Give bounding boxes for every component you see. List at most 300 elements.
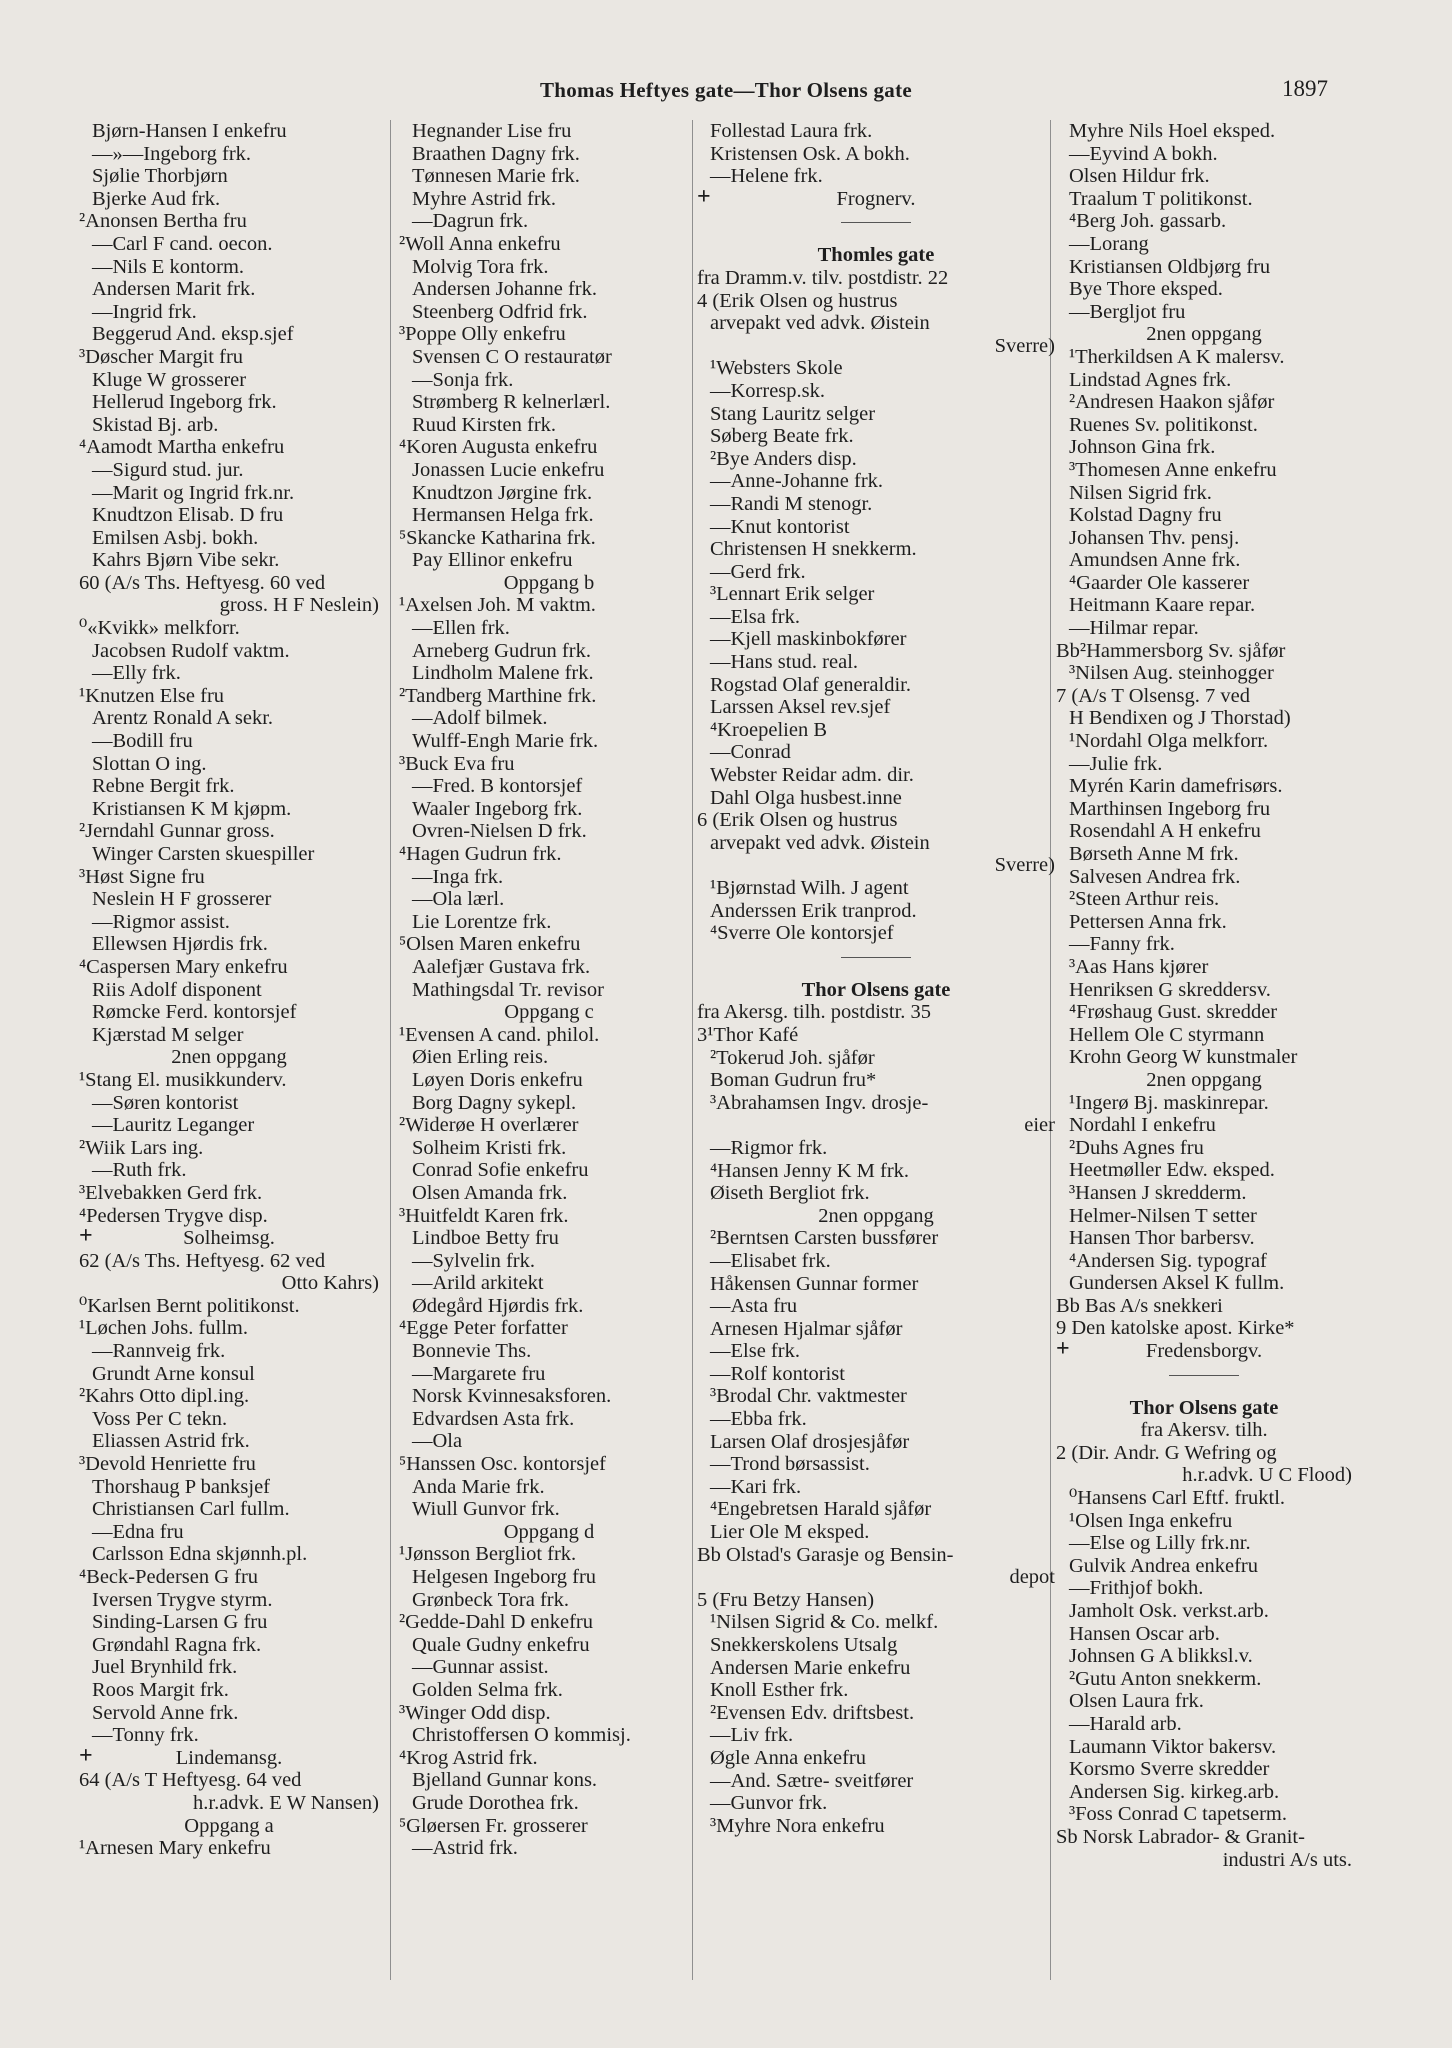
directory-entry: Børseth Anne M frk.	[1069, 843, 1239, 865]
entry-continuation: Sverre)	[994, 854, 1055, 877]
directory-entry: —Elsa frk.	[710, 605, 800, 628]
directory-entry: Sjølie Thorbjørn	[92, 165, 228, 188]
section-rule	[841, 957, 911, 959]
directory-entry: Kristiansen K M kjøpm.	[92, 797, 292, 820]
directory-entry: ³Winger Odd disp.	[399, 1701, 551, 1724]
directory-entry: ³Høst Signe fru	[79, 865, 205, 888]
directory-entry: ²Bye Anders disp.	[710, 447, 857, 470]
directory-entry: —Dagrun frk.	[412, 210, 529, 233]
directory-entry: Christoffersen O kommisj.	[412, 1724, 631, 1747]
directory-entry: Salvesen Andrea frk.	[1069, 865, 1241, 888]
directory-entry: —Frithjof bokh.	[1069, 1577, 1204, 1600]
directory-entry: Knudtzon Jørgine frk.	[412, 481, 593, 504]
directory-entry: Webster Reidar adm. dir.	[710, 764, 914, 787]
directory-entry: —Elisabet frk.	[710, 1249, 831, 1272]
directory-entry: Rømcke Ferd. kontorsjef	[92, 1001, 297, 1024]
directory-entry: Nilsen Sigrid frk.	[1069, 481, 1212, 504]
directory-entry: Ruud Kirsten frk.	[412, 413, 557, 436]
directory-entry: ¹Evensen A cand. philol.	[399, 1023, 600, 1046]
directory-entry: Edvardsen Asta frk.	[412, 1407, 575, 1430]
stairway-heading: Oppgang c	[504, 1001, 594, 1024]
directory-entry: Quale Gudny enkefru	[412, 1633, 590, 1656]
building-number-entry: 64 (A/s T Heftyesg. 64 ved	[79, 1769, 302, 1792]
directory-entry: Amundsen Anne frk.	[1069, 549, 1241, 572]
directory-entry: Rogstad Olaf generaldir.	[710, 673, 911, 696]
directory-entry: ⁴Frøshaug Gust. skredder	[1069, 1001, 1278, 1024]
directory-entry: Øgle Anna enkefru	[710, 1746, 866, 1769]
directory-entry: ²Steen Arthur reis.	[1069, 888, 1220, 911]
directory-entry: Traalum T politikonst.	[1069, 187, 1253, 210]
cross-street-name: Solheimsg.	[183, 1227, 275, 1250]
directory-entry: —Adolf bilmek.	[412, 707, 548, 730]
directory-entry: —Ruth frk.	[92, 1159, 187, 1182]
directory-entry: Wiull Gunvor frk.	[412, 1498, 560, 1521]
directory-entry: ³Thomesen Anne enkefru	[1069, 458, 1277, 481]
directory-entry: arvepakt ved advk. Øistein	[710, 831, 930, 854]
building-number-entry: 2 (Dir. Andr. G Wefring og	[1056, 1441, 1277, 1464]
directory-entry: Grude Dorothea frk.	[412, 1791, 579, 1814]
directory-entry: —Nils E kontorm.	[92, 255, 245, 278]
stairway-heading: 2nen oppgang	[171, 1046, 287, 1069]
directory-entry: ⁴Andersen Sig. typograf	[1069, 1249, 1267, 1272]
building-number-entry: 7 (A/s T Olsensg. 7 ved	[1056, 684, 1250, 707]
directory-entry: ²Duhs Agnes fru	[1069, 1136, 1204, 1159]
directory-entry: Kolstad Dagny fru	[1069, 504, 1222, 527]
directory-entry: Helmer-Nilsen T setter	[1069, 1204, 1257, 1227]
directory-entry: Aalefjær Gustava frk.	[412, 955, 591, 978]
directory-entry: Kluge W grosserer	[92, 368, 247, 391]
directory-entry: ¹Nilsen Sigrid & Co. melkf.	[710, 1611, 939, 1634]
directory-entry: Waaler Ingeborg frk.	[412, 797, 583, 820]
directory-entry: Grønbeck Tora frk.	[412, 1588, 570, 1611]
directory-entry: ²Gutu Anton snekkerm.	[1069, 1667, 1262, 1690]
heading-spacer	[697, 234, 1055, 244]
directory-entry: ²Berntsen Carsten bussfører	[710, 1227, 939, 1250]
directory-entry: Roos Margit frk.	[92, 1678, 229, 1701]
directory-entry: —Hans stud. real.	[710, 651, 859, 674]
directory-entry: ²Woll Anna enkefru	[399, 232, 561, 255]
directory-entry: Bb²Hammersborg Sv. sjåfør	[1056, 639, 1286, 662]
directory-entry: Thorshaug P banksjef	[92, 1475, 271, 1498]
directory-entry: Mathingsdal Tr. revisor	[412, 978, 604, 1001]
directory-entry: Helgesen Ingeborg fru	[412, 1566, 597, 1588]
directory-entry: ¹Arnesen Mary enkefru	[79, 1837, 271, 1860]
directory-entry: —Liv frk.	[710, 1724, 794, 1747]
directory-entry: —Julie frk.	[1069, 752, 1163, 775]
directory-entry: ¹Knutzen Else fru	[79, 684, 225, 707]
directory-entry: ³Huitfeldt Karen frk.	[399, 1204, 569, 1227]
directory-entry: ⁴Kroepelien B	[710, 718, 828, 741]
directory-entry: Voss Per C tekn.	[92, 1407, 228, 1430]
directory-entry: Olsen Hildur frk.	[1069, 165, 1210, 188]
directory-entry: —Hilmar repar.	[1069, 617, 1199, 640]
street-heading: Thor Olsens gate	[801, 978, 951, 1001]
entry-continuation: Sverre)	[994, 334, 1055, 357]
directory-entry: ⁴Aamodt Martha enkefru	[79, 436, 285, 459]
directory-entry: Hellem Ole C styrmann	[1069, 1023, 1265, 1046]
directory-entry: Rosendahl A H enkefru	[1069, 820, 1261, 843]
directory-entry: ⁴Hansen Jenny K M frk.	[710, 1159, 910, 1182]
directory-entry: Norsk Kvinnesaksforen.	[412, 1385, 612, 1408]
directory-entry: ¹Websters Skole	[710, 357, 843, 380]
directory-entry: Carlsson Edna skjønnh.pl.	[92, 1543, 308, 1566]
directory-entry: ⁵Olsen Maren enkefru	[399, 933, 581, 956]
entry-continuation: eier	[1024, 1114, 1055, 1137]
directory-entry: Kahrs Bjørn Vibe sekr.	[92, 549, 280, 572]
directory-entry: ⁴Koren Augusta enkefru	[399, 436, 598, 459]
directory-entry: Bb Olstad's Garasje og Bensin-	[697, 1543, 954, 1566]
directory-entry: —Sylvelin frk.	[412, 1249, 535, 1272]
directory-entry: Grøndahl Ragna frk.	[92, 1633, 262, 1656]
building-number-entry: 5 (Fru Betzy Hansen)	[697, 1588, 875, 1611]
directory-entry: ¹Therkildsen A K malersv.	[1069, 345, 1285, 368]
directory-entry: —Gerd frk.	[710, 560, 806, 583]
directory-entry: Solheim Kristi frk.	[412, 1136, 567, 1159]
crossing-marker-icon: +	[79, 1742, 93, 1769]
stairway-heading: Oppgang a	[184, 1814, 274, 1837]
stairway-heading: Oppgang b	[503, 571, 595, 594]
directory-entry: ⁴Caspersen Mary enkefru	[79, 955, 288, 978]
crossing-marker-icon: +	[1056, 1336, 1070, 1363]
directory-entry: Snekkerskolens Utsalg	[710, 1634, 898, 1656]
directory-entry: Borg Dagny sykepl.	[412, 1091, 577, 1114]
directory-entry: Molvig Tora frk.	[412, 255, 549, 278]
directory-entry: —Trond børsassist.	[710, 1453, 870, 1476]
directory-entry: Johansen Thv. pensj.	[1069, 526, 1240, 549]
entry-continuation: h.r.advk. E W Nansen)	[193, 1791, 379, 1814]
directory-entry: Ellewsen Hjørdis frk.	[92, 933, 268, 956]
directory-entry: —Knut kontorist	[710, 515, 850, 538]
directory-entry: —Astrid frk.	[412, 1837, 518, 1860]
directory-entry: Anda Marie frk.	[412, 1475, 545, 1498]
cross-street	[697, 183, 1055, 211]
entry-continuation: gross. H F Neslein)	[219, 594, 379, 617]
directory-entry: Øiseth Bergliot frk.	[710, 1182, 870, 1205]
directory-column-1	[79, 120, 379, 1860]
directory-entry: ¹Bjørnstad Wilh. J agent	[710, 877, 909, 899]
directory-entry: Pay Ellinor enkefru	[412, 549, 573, 572]
directory-entry: Conrad Sofie enkefru	[412, 1159, 589, 1182]
directory-entry: —Sigurd stud. jur.	[92, 458, 244, 481]
directory-entry: —Fred. B kontorsjef	[412, 775, 583, 798]
directory-entry: Iversen Trygve styrm.	[92, 1588, 273, 1611]
directory-entry: —Harald arb.	[1069, 1712, 1182, 1735]
directory-entry: Follestad Laura frk.	[710, 120, 873, 142]
directory-entry: Arentz Ronald A sekr.	[92, 707, 274, 730]
directory-entry: —Ola	[412, 1430, 463, 1453]
directory-entry: ²Wiik Lars ing.	[79, 1136, 204, 1159]
directory-entry: Korsmo Sverre skredder	[1069, 1758, 1270, 1781]
directory-entry: Arnesen Hjalmar sjåfør	[710, 1317, 903, 1340]
directory-entry: Braathen Dagny frk.	[412, 142, 580, 165]
directory-entry: Sinding-Larsen G fru	[92, 1611, 268, 1634]
directory-entry: ¹Jønsson Bergliot frk.	[399, 1543, 577, 1566]
building-number-entry: 60 (A/s Ths. Heftyesg. 60 ved	[79, 571, 326, 594]
directory-entry: Knoll Esther frk.	[710, 1679, 849, 1702]
directory-entry: ⁴Egge Peter forfatter	[399, 1317, 568, 1340]
directory-entry: Hellerud Ingeborg frk.	[92, 391, 277, 414]
directory-entry: Arneberg Gudrun frk.	[412, 639, 591, 662]
directory-column-3	[697, 120, 1055, 1837]
directory-entry: ³Devold Henriette fru	[79, 1453, 256, 1476]
directory-entry: —Bodill fru	[92, 730, 193, 753]
directory-entry: Skistad Bj. arb.	[92, 413, 219, 436]
directory-entry: ⁵Gløersen Fr. grosserer	[399, 1814, 588, 1837]
directory-entry: Stang Lauritz selger	[710, 402, 876, 425]
directory-entry: Slottan O ing.	[92, 752, 207, 775]
heading-spacer	[697, 969, 1055, 979]
directory-entry: Christiansen Carl fullm.	[92, 1498, 290, 1521]
directory-entry: —Rolf kontorist	[710, 1362, 845, 1385]
directory-entry: Wulff-Engh Marie frk.	[412, 730, 599, 753]
directory-entry: Andersen Marie enkefru	[710, 1656, 911, 1679]
directory-entry: Eliassen Astrid frk.	[92, 1430, 250, 1453]
stairway-heading: 2nen oppgang	[1146, 1068, 1262, 1091]
section-rule	[1169, 1375, 1239, 1377]
directory-entry: Johnsen G A blikksl.v.	[1069, 1645, 1253, 1668]
directory-entry: —Gunnar assist.	[412, 1656, 549, 1679]
directory-entry: Laumann Viktor bakersv.	[1069, 1735, 1277, 1758]
cross-street	[79, 1223, 379, 1250]
directory-entry: —Søren kontorist	[92, 1091, 239, 1114]
directory-entry: Boman Gudrun fru*	[710, 1069, 877, 1092]
directory-entry: Bb Bas A/s snekkeri	[1056, 1294, 1223, 1317]
directory-entry: ⁰Karlsen Bernt politikonst.	[79, 1294, 300, 1317]
directory-entry: Steenberg Odfrid frk.	[412, 300, 588, 323]
directory-entry: —Rigmor assist.	[92, 910, 230, 933]
directory-entry: ³Poppe Olly enkefru	[399, 323, 566, 346]
directory-entry: ²Gedde-Dahl D enkefru	[399, 1611, 593, 1634]
directory-entry: Pettersen Anna frk.	[1069, 910, 1227, 933]
directory-entry: —Elly frk.	[92, 662, 181, 685]
directory-entry: H Bendixen og J Thorstad)	[1069, 707, 1291, 730]
directory-entry: Sb Norsk Labrador- & Granit-	[1056, 1825, 1305, 1848]
directory-entry: Tønnesen Marie frk.	[412, 165, 580, 188]
directory-entry: Andersen Marit frk.	[92, 278, 256, 301]
directory-entry: Hegnander Lise fru	[412, 120, 572, 142]
cross-street	[79, 1742, 379, 1770]
directory-entry: —Conrad	[710, 741, 791, 764]
directory-entry: ²Jerndahl Gunnar gross.	[79, 820, 275, 843]
directory-entry: —Inga frk.	[412, 865, 504, 888]
directory-entry: Johnson Gina frk.	[1069, 436, 1216, 459]
directory-entry: —Anne-Johanne frk.	[710, 470, 884, 493]
directory-entry: Lindholm Malene frk.	[412, 662, 594, 685]
directory-entry: Lindstad Agnes frk.	[1069, 368, 1232, 391]
directory-entry: ²Anonsen Bertha fru	[79, 210, 247, 233]
directory-entry: —Rigmor frk.	[710, 1136, 828, 1159]
directory-entry: Gundersen Aksel K fullm.	[1069, 1272, 1285, 1295]
running-title: Thomas Heftyes gate—Thor Olsens gate	[539, 78, 913, 102]
directory-entry: —Lauritz Leganger	[92, 1114, 255, 1137]
directory-entry: ¹Stang El. musikkunderv.	[79, 1068, 287, 1091]
directory-entry: ⁴Sverre Ole kontorsjef	[710, 922, 894, 945]
directory-entry: —Margarete fru	[412, 1362, 546, 1385]
directory-entry: Kristiansen Oldbjørg fru	[1069, 255, 1271, 278]
directory-column-2	[399, 120, 699, 1860]
directory-entry: —Helene frk.	[710, 165, 823, 188]
directory-entry: —Kjell maskinbokfører	[710, 628, 907, 651]
directory-entry: Svensen C O restauratør	[412, 345, 612, 368]
directory-entry: Olsen Amanda frk.	[412, 1181, 568, 1204]
directory-entry: ²Kahrs Otto dipl.ing.	[79, 1385, 250, 1408]
directory-entry: —Asta fru	[710, 1295, 798, 1318]
directory-entry: —Kari frk.	[710, 1475, 802, 1498]
directory-entry: Hermansen Helga frk.	[412, 504, 594, 527]
directory-entry: ³Abrahamsen Ingv. drosje-	[710, 1091, 929, 1114]
directory-entry: ³Nilsen Aug. steinhogger	[1069, 662, 1274, 685]
directory-entry: —And. Sætre- sveitfører	[710, 1769, 914, 1792]
directory-entry: ⁴Krog Astrid frk.	[399, 1746, 538, 1769]
directory-entry: Golden Selma frk.	[412, 1678, 563, 1701]
directory-entry: —Sonja frk.	[412, 368, 514, 391]
directory-entry: Bonnevie Ths.	[412, 1340, 532, 1363]
directory-entry: Jonassen Lucie enkefru	[412, 458, 605, 481]
crossing-marker-icon: +	[79, 1223, 93, 1250]
directory-entry: ³Aas Hans kjører	[1069, 955, 1209, 978]
cross-street	[1056, 1336, 1352, 1363]
directory-entry: Olsen Laura frk.	[1069, 1690, 1204, 1713]
directory-entry: ²Widerøe H overlærer	[399, 1114, 579, 1137]
directory-entry: Hansen Thor barbersv.	[1069, 1227, 1255, 1250]
directory-entry: —Edna fru	[92, 1520, 184, 1543]
directory-entry: —Else og Lilly frk.nr.	[1069, 1532, 1251, 1555]
street-heading: Thor Olsens gate	[1129, 1396, 1279, 1419]
building-number-entry: 4 (Erik Olsen og hustrus	[697, 289, 898, 312]
directory-entry: Jacobsen Rudolf vaktm.	[92, 639, 290, 662]
directory-entry: Bjelland Gunnar kons.	[412, 1769, 598, 1792]
directory-entry: ⁴Hagen Gudrun frk.	[399, 843, 562, 865]
directory-entry: ¹Olsen Inga enkefru	[1069, 1509, 1233, 1532]
directory-entry: Riis Adolf disponent	[92, 978, 262, 1001]
directory-entry: arvepakt ved advk. Øistein	[710, 312, 930, 335]
directory-entry: Jamholt Osk. verkst.arb.	[1069, 1600, 1269, 1622]
directory-entry: ⁴Gaarder Ole kasserer	[1069, 571, 1250, 594]
directory-entry: —Lorang	[1069, 232, 1149, 255]
directory-entry: Rebne Bergit frk.	[92, 775, 235, 798]
directory-entry: —Ellen frk.	[412, 617, 510, 640]
directory-entry: Lindboe Betty fru	[412, 1227, 559, 1250]
directory-column-4	[1056, 120, 1352, 1871]
directory-entry: —»—Ingeborg frk.	[92, 142, 252, 165]
directory-entry: ⁴Beck-Pedersen G fru	[79, 1566, 259, 1588]
directory-entry: ³Døscher Margit fru	[79, 345, 244, 368]
entry-continuation: industri A/s uts.	[1222, 1848, 1352, 1871]
directory-entry: Grundt Arne konsul	[92, 1362, 255, 1385]
directory-entry: Myrén Karin damefrisørs.	[1069, 775, 1283, 798]
directory-entry: Bye Thore eksped.	[1069, 278, 1223, 301]
directory-entry: —Ebba frk.	[710, 1408, 807, 1431]
stairway-heading: Oppgang d	[503, 1520, 595, 1543]
directory-entry: ⁴Berg Joh. gassarb.	[1069, 210, 1227, 233]
directory-entry: ⁵Hanssen Osc. kontorsjef	[399, 1453, 606, 1476]
directory-entry: Håkensen Gunnar former	[710, 1272, 919, 1295]
directory-entry: Kjærstad M selger	[92, 1023, 244, 1046]
entry-continuation: Otto Kahrs)	[281, 1272, 379, 1295]
directory-entry: Kristensen Osk. A bokh.	[710, 142, 910, 165]
directory-entry: Larsen Olaf drosjesjåfør	[710, 1430, 910, 1453]
directory-entry: Lier Ole M eksped.	[710, 1521, 870, 1544]
building-number-entry: 3¹Thor Kafé	[697, 1023, 799, 1046]
directory-entry: Larssen Aksel rev.sjef	[710, 696, 891, 719]
directory-entry: fra Dramm.v. tilv. postdistr. 22	[697, 266, 949, 289]
directory-entry: Søberg Beate frk.	[710, 425, 854, 448]
directory-entry: Anderssen Erik tranprod.	[710, 899, 917, 922]
directory-entry: Juel Brynhild frk.	[92, 1656, 238, 1679]
directory-entry: Dahl Olga husbest.inne	[710, 786, 902, 809]
directory-entry: —Randi M stenogr.	[710, 492, 873, 515]
directory-entry: ³Myhre Nora enkefru	[710, 1814, 885, 1837]
directory-entry: Neslein H F grosserer	[92, 888, 272, 911]
section-rule	[841, 222, 911, 224]
directory-entry: Ødegård Hjørdis frk.	[412, 1294, 584, 1317]
directory-entry: ⁴Pedersen Trygve disp.	[79, 1204, 268, 1227]
directory-entry: fra Akersg. tilh. postdistr. 35	[697, 1001, 932, 1024]
column-divider	[390, 120, 391, 1980]
directory-entry: —Ingrid frk.	[92, 300, 197, 323]
directory-entry: Bjørn-Hansen I enkefru	[92, 120, 287, 142]
directory-entry: —Rannveig frk.	[92, 1340, 226, 1363]
directory-entry: Løyen Doris enkefru	[412, 1068, 583, 1091]
directory-entry: —Bergljot fru	[1069, 300, 1186, 323]
directory-entry: Servold Anne frk.	[92, 1701, 239, 1724]
directory-entry: ⁴Engebretsen Harald sjåfør	[710, 1498, 932, 1521]
directory-entry: ³Foss Conrad C tapetserm.	[1069, 1803, 1287, 1826]
cross-street-name: Frognerv.	[836, 187, 916, 210]
directory-entry: Andersen Sig. kirkeg.arb.	[1069, 1780, 1280, 1803]
directory-entry: ³Hansen J skredderm.	[1069, 1181, 1247, 1204]
building-number-entry: 6 (Erik Olsen og hustrus	[697, 809, 898, 832]
directory-entry: ¹Axelsen Joh. M vaktm.	[399, 594, 596, 617]
directory-entry: Andersen Johanne frk.	[412, 278, 598, 301]
directory-entry: ²Tokerud Joh. sjåfør	[710, 1046, 875, 1069]
directory-entry: Øien Erling reis.	[412, 1046, 549, 1069]
directory-entry: —Ola lærl.	[412, 888, 505, 911]
directory-entry: —Gunvor frk.	[710, 1792, 828, 1815]
cross-street-name: Fredensborgv.	[1145, 1340, 1263, 1363]
directory-entry: Myhre Astrid frk.	[412, 187, 557, 210]
directory-entry: Krohn Georg W kunstmaler	[1069, 1046, 1298, 1069]
building-number-entry: 9 Den katolske apost. Kirke*	[1056, 1317, 1295, 1340]
directory-entry: ⁰Hansens Carl Eftf. fruktl.	[1069, 1487, 1286, 1510]
directory-entry: ³Buck Eva fru	[399, 752, 515, 775]
directory-entry: —Eyvind A bokh.	[1069, 142, 1218, 165]
directory-entry: ¹Løchen Johs. fullm.	[79, 1317, 248, 1340]
directory-entry: ³Lennart Erik selger	[710, 583, 875, 606]
stairway-heading: 2nen oppgang	[818, 1204, 934, 1227]
directory-entry: Ovren-Nielsen D frk.	[412, 820, 587, 843]
directory-entry: Gulvik Andrea enkefru	[1069, 1554, 1258, 1577]
directory-entry: Christensen H snekkerm.	[710, 538, 917, 561]
directory-entry: ³Elvebakken Gerd frk.	[79, 1181, 263, 1204]
heading-spacer	[1056, 1387, 1352, 1397]
directory-entry: Marthinsen Ingeborg fru	[1069, 797, 1271, 820]
directory-entry: Bjerke Aud frk.	[92, 187, 221, 210]
directory-entry: —Tonny frk.	[92, 1724, 199, 1747]
directory-entry: Nordahl I enkefru	[1069, 1114, 1216, 1137]
directory-entry: —Else frk.	[710, 1340, 800, 1363]
directory-entry: —Marit og Ingrid frk.nr.	[92, 481, 295, 504]
directory-entry: Hansen Oscar arb.	[1069, 1622, 1220, 1645]
directory-entry: Heitmann Kaare repar.	[1069, 594, 1256, 617]
directory-entry: —Korresp.sk.	[710, 379, 826, 402]
directory-entry: Henriksen G skreddersv.	[1069, 978, 1271, 1001]
directory-entry: —Arild arkitekt	[412, 1272, 544, 1295]
street-heading: Thomles gate	[817, 244, 935, 267]
directory-entry: —Carl F cand. oecon.	[92, 232, 273, 255]
directory-entry: Winger Carsten skuespiller	[92, 843, 315, 865]
directory-entry: Knudtzon Elisab. D fru	[92, 504, 284, 527]
